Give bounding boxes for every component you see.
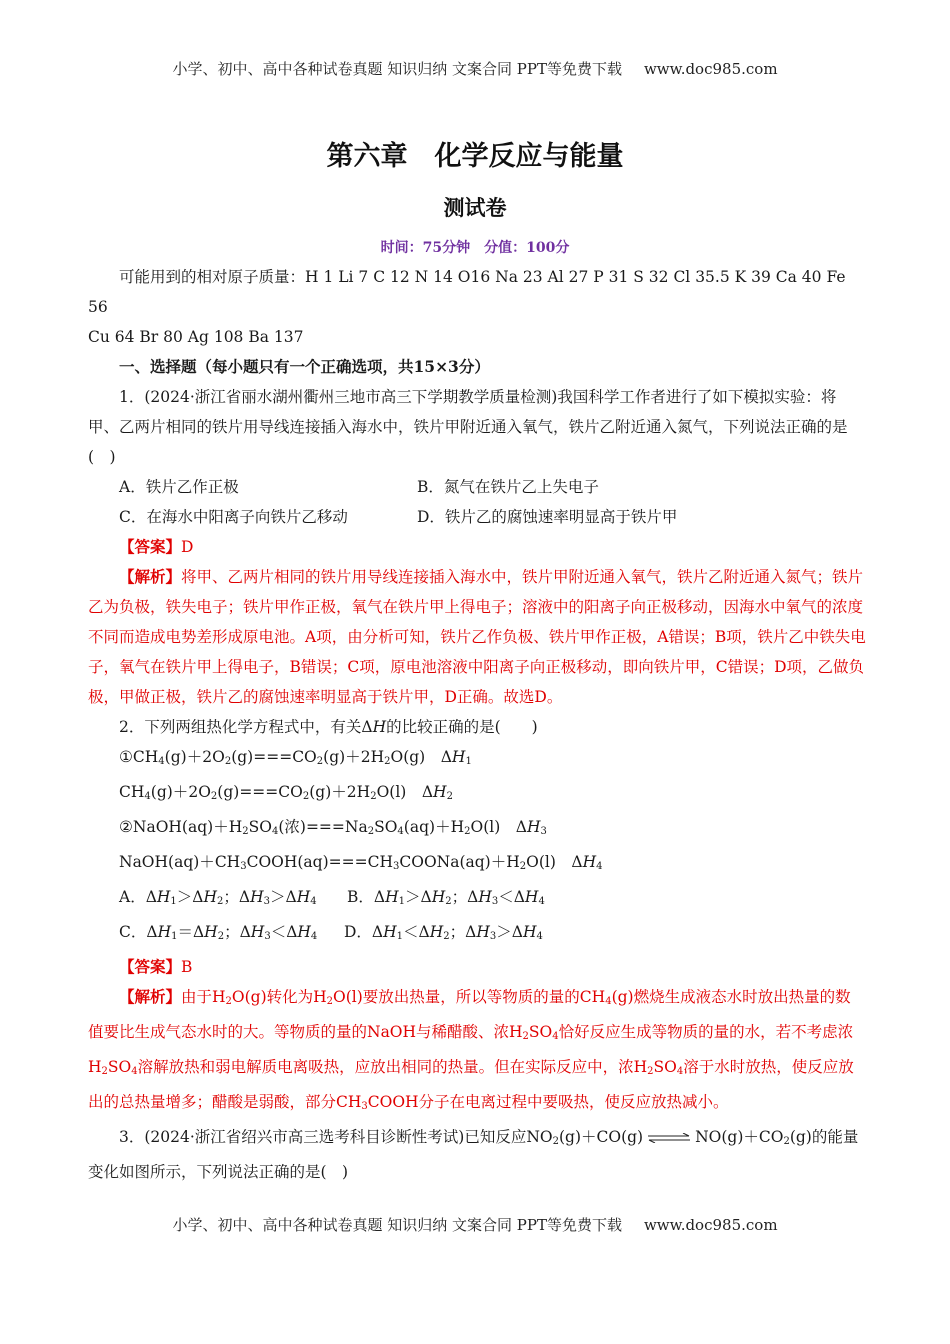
section-heading: 一、选择题（每小题只有一个正确选项，共15×3分） (119, 357, 490, 376)
answer-value: D (181, 538, 194, 556)
q1-option-d: D．铁片乙的腐蚀速率明显高于铁片甲 (417, 508, 678, 526)
footer-url[interactable]: www.doc985.com (643, 1216, 778, 1234)
page-header (0, 58, 950, 79)
q1-option-c: C．在海水中阳离子向铁片乙移动 (119, 508, 348, 526)
header-text: 小学、初中、高中各种试卷真题 知识归纳 文案合同 PPT等免费下载 (172, 60, 622, 78)
q2-equation-2: $CH_4(g)+2O_2(g)===CO_2(g)+2H_2O(l)$ $\Delta H_2$ (119, 783, 453, 802)
analysis-text: 将甲、乙两片相同的铁片用导线连接插入海水中，铁片甲附近通入氧气，铁片乙附近通入氮气；铁片乙为负极，铁失电子；铁片甲作正极，氧气在铁片甲上得电子；溶液中的阳离子向正极移动，因海水中氧气的浓度不同而造成电势差形成原电池。A项，由分析可知，铁片乙作负极、铁片甲作正极，A错误；B项，铁片乙中铁失电子，氧气在铁片甲上得电子，B错误；C项，原电池溶液中阳离子向正极移动，即向铁片甲，C错误；D项，乙做负极，甲做正极，铁片乙的腐蚀速率明显高于铁片甲，D正确。故选D。 (88, 568, 866, 706)
footer-text: 小学、初中、高中各种试卷真题 知识归纳 文案合同 PPT等免费下载 (172, 1216, 622, 1234)
q2-option-b: B．$\Delta H_1>\Delta H_2$；$\Delta H_3<\Delta H_4$ (347, 888, 545, 907)
q2-option-d: D．$\Delta H_1<\Delta H_2$；$\Delta H_3>\Delta H_4$ (344, 923, 543, 942)
answer-label: 【答案】 (119, 537, 182, 556)
analysis-label: 【解析】 (119, 567, 182, 586)
q1-stem: 1．(2024·浙江省丽水湖州衢州三地市高三下学期教学质量检测)我国科学工作者进行了如下模拟实验：将甲、乙两片相同的铁片用导线连接插入海水中，铁片甲附近通入氧气，铁片乙附近通入氮气，下列说法正确的是( ) (88, 388, 848, 466)
equilibrium-arrow-icon (647, 1133, 691, 1143)
q2-stem: 2．下列两组热化学方程式中，有关ΔH的比较正确的是( ) (119, 718, 538, 736)
q1-option-a: A．铁片乙作正极 (119, 478, 239, 496)
q2-equation-4: $NaOH(aq)+CH_3COOH(aq)===CH_3COONa(aq)+H_2O(l)$ $\Delta H_4$ (119, 853, 603, 872)
q2-equation-1: $①CH_4(g)+2O_2(g)===CO_2(g)+2H_2O(g)$ $\Delta H_1$ (119, 748, 472, 767)
q1-options-row1 (88, 472, 866, 502)
q2-options-row1 (88, 882, 866, 917)
q1-analysis (88, 562, 866, 712)
q2-option-a: A．$\Delta H_1>\Delta H_2$；$\Delta H_3>\Delta H_4$ (119, 888, 317, 907)
q1-options-row2 (88, 502, 866, 532)
q2-options-row2 (88, 917, 866, 952)
test-subtitle: 测试卷 (443, 196, 507, 220)
document-body (88, 262, 866, 1187)
page-footer (0, 1214, 950, 1235)
q1-option-b: B．氮气在铁片乙上失电子 (417, 478, 599, 496)
q2-option-c: C．$\Delta H_1=\Delta H_2$；$\Delta H_3<\Delta H_4$ (119, 923, 318, 942)
q1-answer (88, 532, 866, 562)
q3-stem: 3．(2024·浙江省绍兴市高三选考科目诊断性考试)已知反应$NO_2(g)+CO(g)$ $NO(g)+CO_2(g)$的能量变化如图所示，下列说法正确的是( ) (88, 1128, 859, 1181)
header-url[interactable]: www.doc985.com (643, 60, 778, 78)
q2-answer: 【答案】B (119, 957, 193, 976)
q2-analysis: 【解析】由于$H_2O(g)$转化为$H_2O(l)$要放出热量，所以等物质的量的$CH_4(g)$燃烧生成液态水时放出热量的数值要比生成气态水时的大。等物质的量的NaOH与稀醋酸、浓$H_2SO_4$恰好反应生成等物质的量的水，若不考虑浓$H_2SO_4$溶解放热和弱电解质电离吸热，应放出相同的热量。但在实际反应中，浓$H_2SO_4$溶于水时放热，使反应放出的总热量增多；醋酸是弱酸，部分$CH_3COOH$分子在电离过程中要吸热，使反应放热减小。 (88, 987, 854, 1112)
q2-equation-3: $②NaOH(aq)+H_2SO_4$(浓)$===Na_2SO_4(aq)+H_2O(l)$ $\Delta H_3$ (119, 818, 547, 837)
atomic-masses-line2: Cu 64 Br 80 Ag 108 Ba 137 (88, 328, 304, 346)
chapter-title: 第六章 化学反应与能量 (326, 141, 624, 172)
time-score-info: 时间：75分钟 分值：100分 (380, 240, 570, 256)
atomic-masses-line1: 可能用到的相对原子质量：H 1 Li 7 C 12 N 14 O16 Na 23 Al 27 P 31 S 32 Cl 35.5 K 39 Ca 40 Fe 56 (88, 268, 846, 316)
